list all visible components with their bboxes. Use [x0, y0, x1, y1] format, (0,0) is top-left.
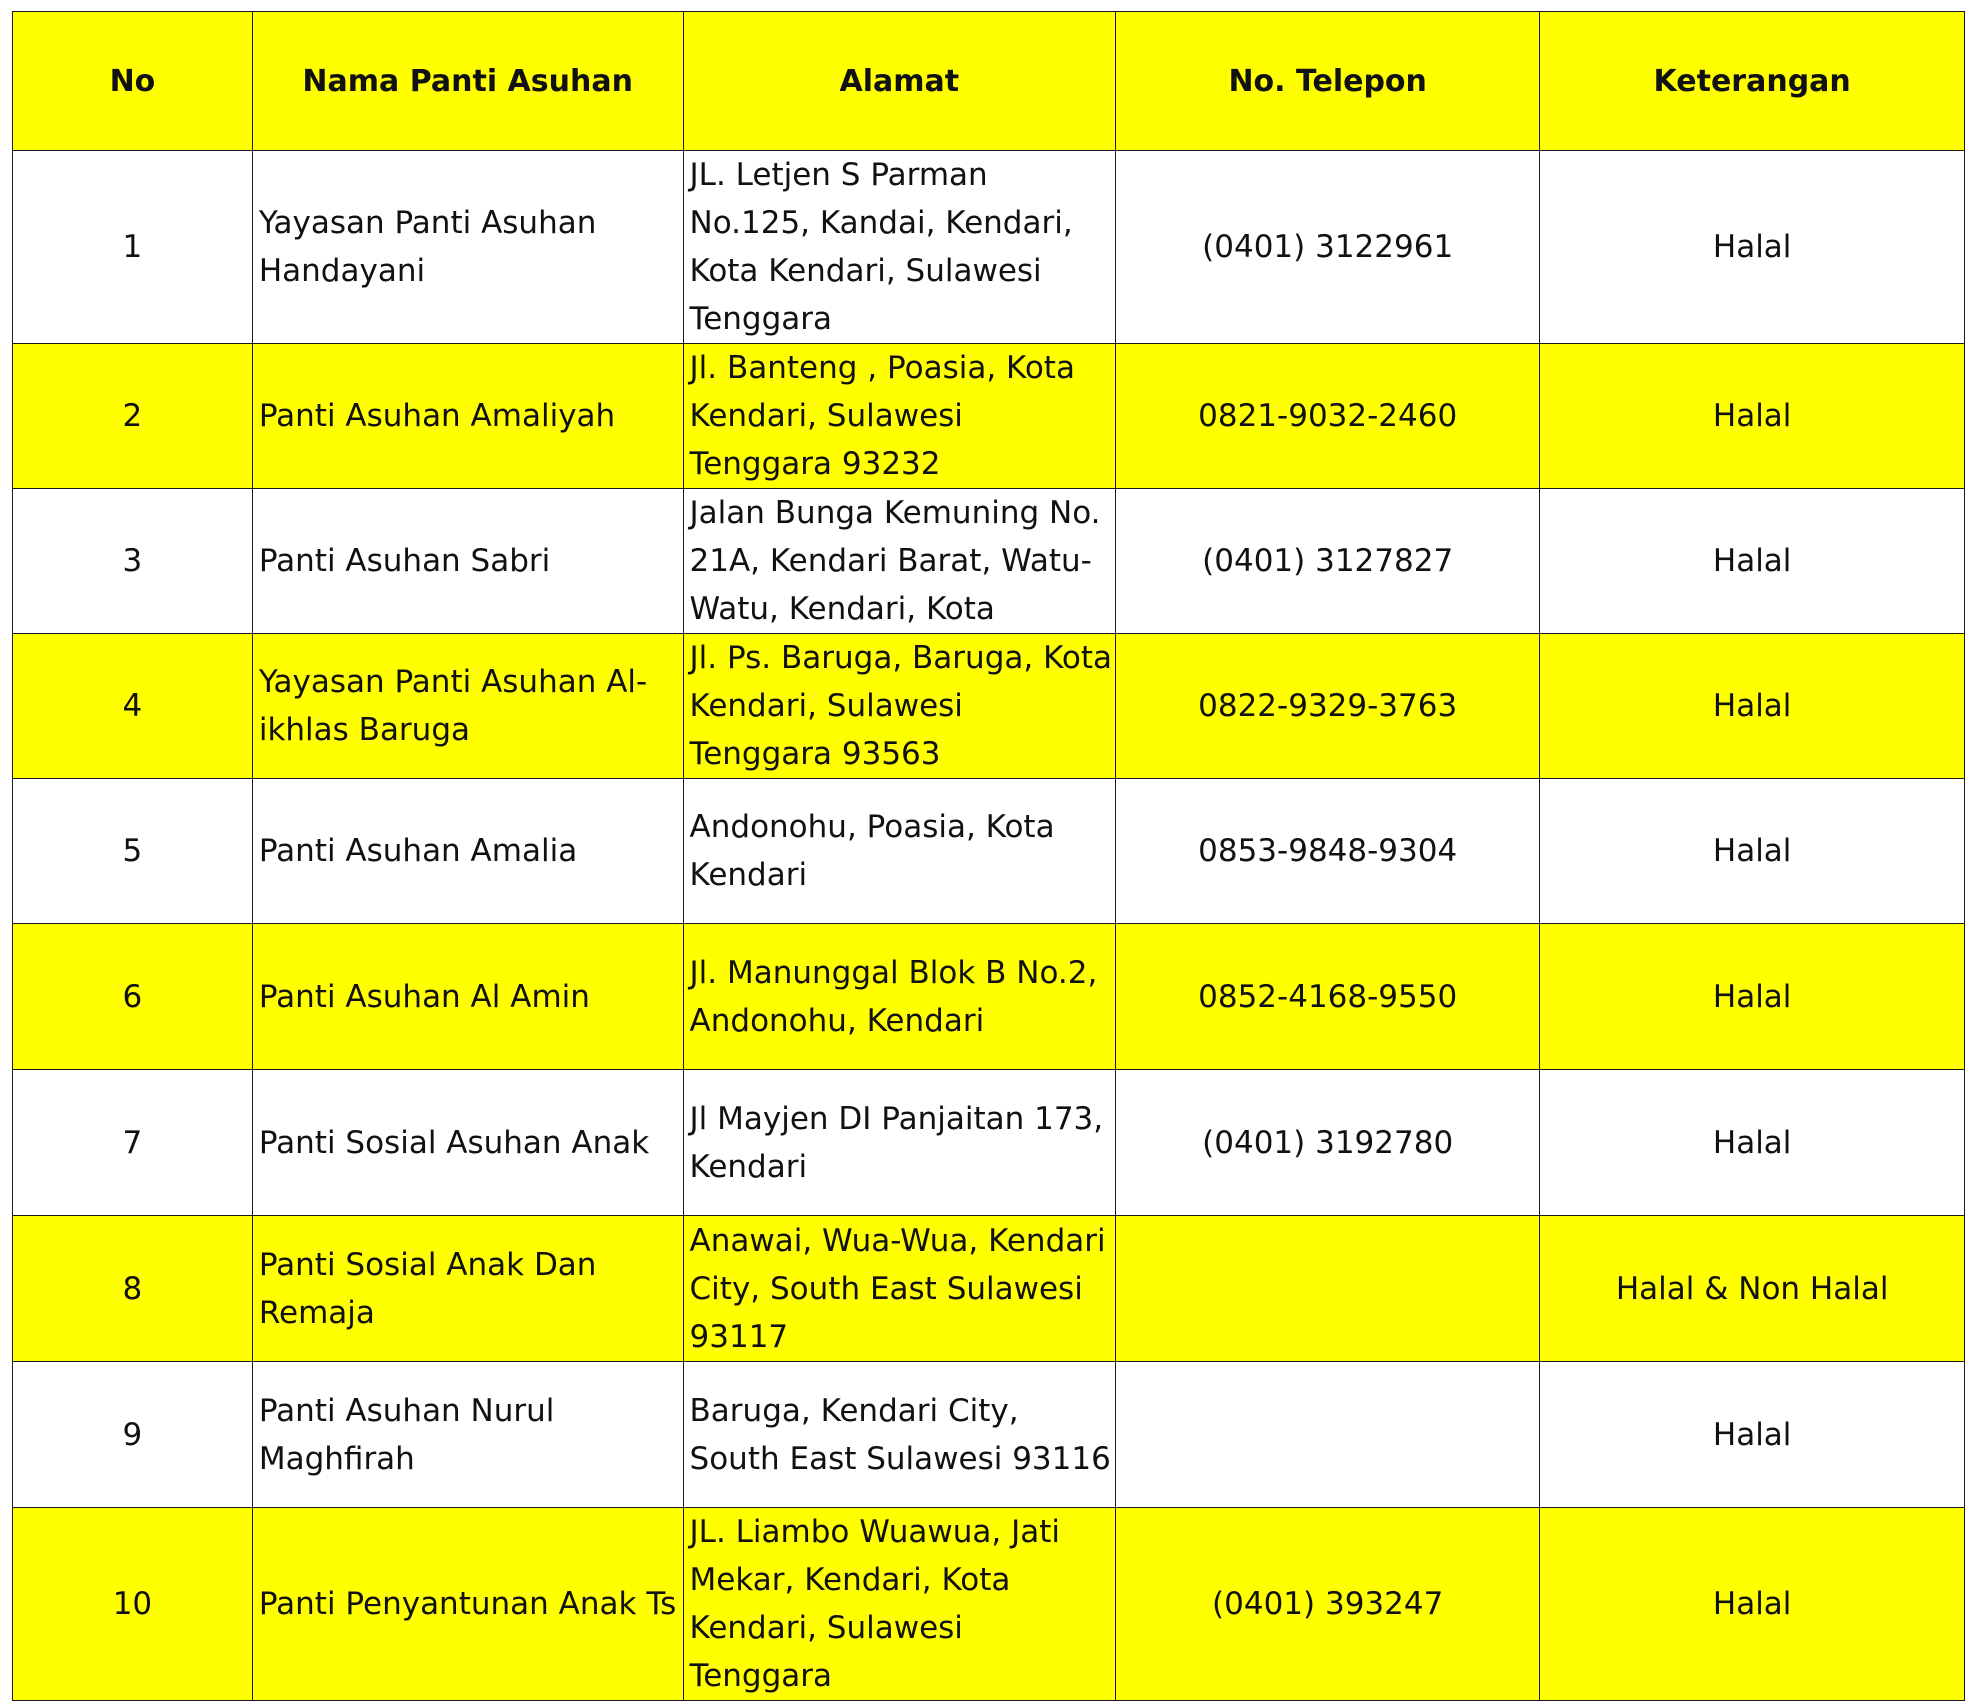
note-cell: Halal [1540, 1070, 1965, 1216]
phone-cell: (0401) 3192780 [1116, 1070, 1540, 1216]
row-number-cell: 10 [13, 1508, 253, 1701]
phone-cell: 0852-4168-9550 [1116, 924, 1540, 1070]
table-row [13, 1362, 1965, 1508]
note-cell: Halal [1540, 1508, 1965, 1701]
note-cell: Halal [1540, 344, 1965, 489]
note-cell: Halal [1540, 489, 1965, 634]
orphanage-name-cell: Yayasan Panti Asuhan Al-ikhlas Baruga [252, 634, 683, 779]
note-cell: Halal [1540, 151, 1965, 344]
table-row [13, 344, 1965, 489]
table-row [13, 779, 1965, 924]
table-row [13, 1216, 1965, 1362]
table-row [13, 1070, 1965, 1216]
table-row [13, 489, 1965, 634]
phone-cell: 0821-9032-2460 [1116, 344, 1540, 489]
address-cell: Anawai, Wua-Wua, Kendari City, South East Sulawesi 93117 [683, 1216, 1116, 1362]
address-cell: Jl. Manunggal Blok B No.2, Andonohu, Kendari [683, 924, 1116, 1070]
address-cell: Jl. Banteng , Poasia, Kota Kendari, Sulawesi Tenggara 93232 [683, 344, 1116, 489]
row-number-cell: 3 [13, 489, 253, 634]
address-cell: Jl. Ps. Baruga, Baruga, Kota Kendari, Sulawesi Tenggara 93563 [683, 634, 1116, 779]
phone-cell [1116, 1216, 1540, 1362]
row-number-cell: 7 [13, 1070, 253, 1216]
row-number-cell: 6 [13, 924, 253, 1070]
address-cell: JL. Liambo Wuawua, Jati Mekar, Kendari, Kota Kendari, Sulawesi Tenggara [683, 1508, 1116, 1701]
row-number-cell: 2 [13, 344, 253, 489]
phone-cell: (0401) 3122961 [1116, 151, 1540, 344]
orphanage-name-cell: Panti Asuhan Amaliyah [252, 344, 683, 489]
phone-cell: (0401) 393247 [1116, 1508, 1540, 1701]
phone-cell [1116, 1362, 1540, 1508]
row-number-cell: 5 [13, 779, 253, 924]
orphanage-name-cell: Panti Asuhan Sabri [252, 489, 683, 634]
table-row [13, 924, 1965, 1070]
orphanage-name-cell: Panti Sosial Asuhan Anak [252, 1070, 683, 1216]
orphanage-name-cell: Panti Penyantunan Anak Ts [252, 1508, 683, 1701]
column-header-name: Nama Panti Asuhan [252, 12, 683, 151]
table-row [13, 1508, 1965, 1701]
row-number-cell: 9 [13, 1362, 253, 1508]
orphanage-table [12, 11, 1965, 1701]
address-cell: Jalan Bunga Kemuning No. 21A, Kendari Barat, Watu-Watu, Kendari, Kota [683, 489, 1116, 634]
table-row [13, 151, 1965, 344]
row-number-cell: 1 [13, 151, 253, 344]
address-cell: Jl Mayjen DI Panjaitan 173, Kendari [683, 1070, 1116, 1216]
column-header-note: Keterangan [1540, 12, 1965, 151]
note-cell: Halal [1540, 779, 1965, 924]
note-cell: Halal & Non Halal [1540, 1216, 1965, 1362]
column-header-phone: No. Telepon [1116, 12, 1540, 151]
column-header-no: No [13, 12, 253, 151]
row-number-cell: 8 [13, 1216, 253, 1362]
orphanage-name-cell: Panti Asuhan Nurul Maghfirah [252, 1362, 683, 1508]
address-cell: JL. Letjen S Parman No.125, Kandai, Kendari, Kota Kendari, Sulawesi Tenggara [683, 151, 1116, 344]
row-number-cell: 4 [13, 634, 253, 779]
note-cell: Halal [1540, 924, 1965, 1070]
orphanage-name-cell: Panti Asuhan Amalia [252, 779, 683, 924]
note-cell: Halal [1540, 634, 1965, 779]
phone-cell: (0401) 3127827 [1116, 489, 1540, 634]
orphanage-name-cell: Panti Asuhan Al Amin [252, 924, 683, 1070]
address-cell: Baruga, Kendari City, South East Sulawesi 93116 [683, 1362, 1116, 1508]
note-cell: Halal [1540, 1362, 1965, 1508]
orphanage-name-cell: Panti Sosial Anak Dan Remaja [252, 1216, 683, 1362]
phone-cell: 0822-9329-3763 [1116, 634, 1540, 779]
orphanage-name-cell: Yayasan Panti Asuhan Handayani [252, 151, 683, 344]
column-header-address: Alamat [683, 12, 1116, 151]
table-row [13, 634, 1965, 779]
phone-cell: 0853-9848-9304 [1116, 779, 1540, 924]
header-row [13, 12, 1965, 151]
address-cell: Andonohu, Poasia, Kota Kendari [683, 779, 1116, 924]
